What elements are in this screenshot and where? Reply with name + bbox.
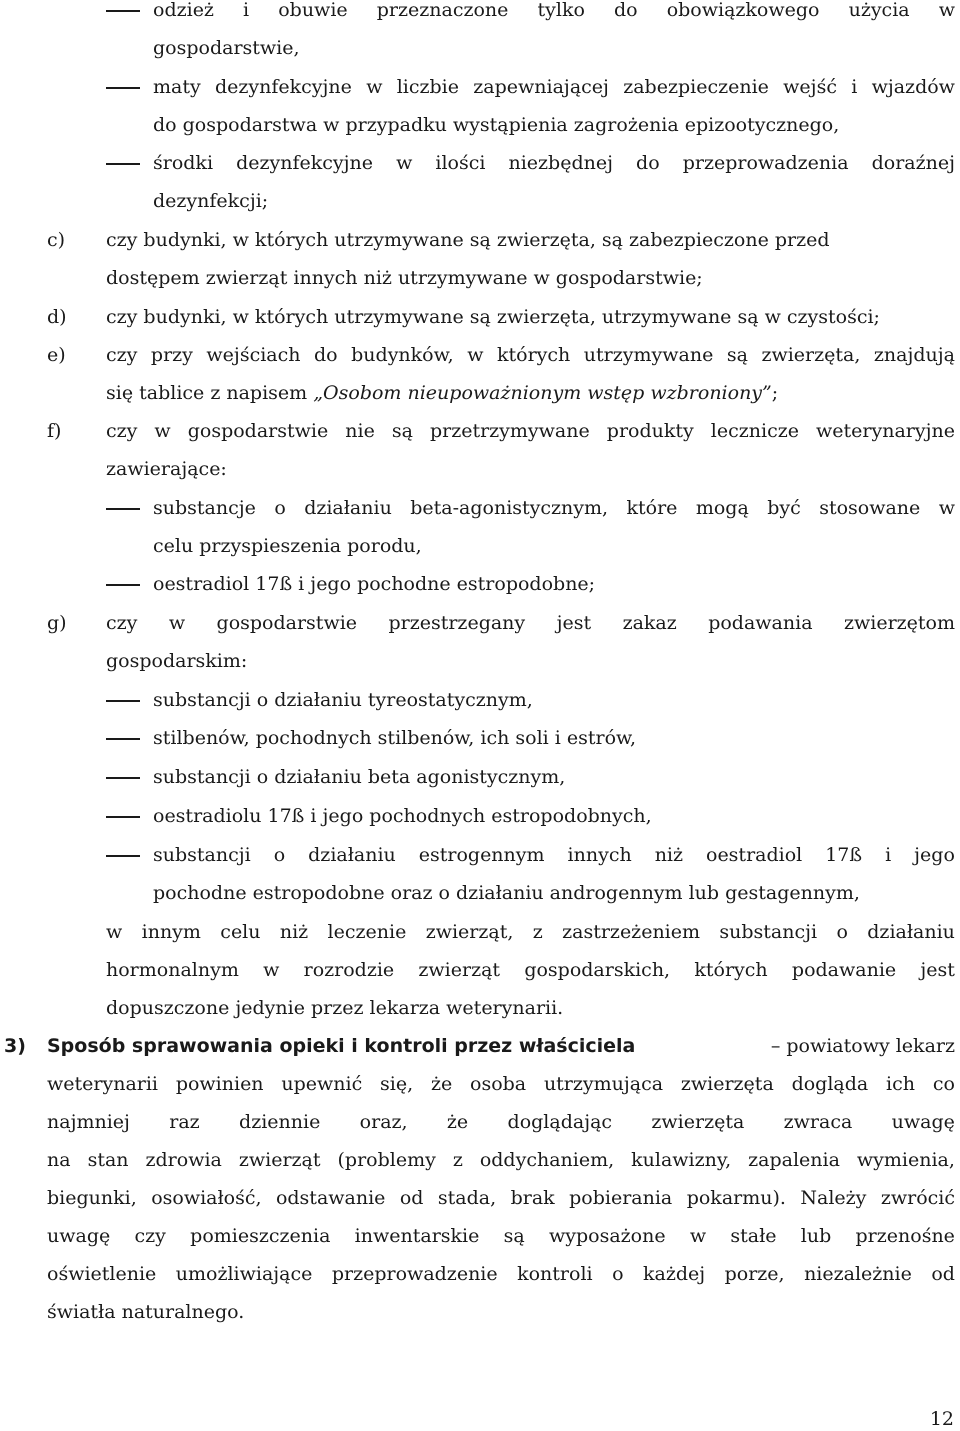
bullet-text: substancji o działaniu estrogennym innych niż oestradiol 17ß i jego	[153, 844, 955, 866]
item-text: czy w gospodarstwie przestrzegany jest zakaz podawania zwierzętom	[106, 612, 955, 634]
item-text: się tablice z napisem „Osobom nieupoważnionym wstęp wzbroniony”;	[106, 382, 779, 404]
bullet-text: substancji o działaniu beta agonistycznym,	[153, 766, 566, 788]
bullet-text: substancje o działaniu beta-agonistycznym, które mogą być stosowane w	[153, 497, 955, 519]
paragraph-text: najmniej raz dziennie oraz, że doglądając zwierzęta zwraca uwagę	[47, 1111, 955, 1133]
bullet-dash	[106, 738, 140, 740]
paragraph-text: dopuszczone jedynie przez lekarza weterynarii.	[106, 997, 564, 1019]
section-heading-line: Sposób sprawowania opieki i kontroli przez właściciela – powiatowy lekarz	[47, 1035, 955, 1057]
paragraph-text: biegunki, osowiałość, odstawanie od stada, brak pobierania pokarmu). Należy zwrócić	[47, 1187, 955, 1209]
item-text: zawierające:	[106, 458, 227, 480]
paragraph-text: oświetlenie umożliwiające przeprowadzenie kontroli o każdej porze, niezależnie od	[47, 1263, 955, 1285]
bullet-text: do gospodarstwa w przypadku wystąpienia zagrożenia epizootycznego,	[153, 114, 840, 136]
paragraph-text: weterynarii powinien upewnić się, że osoba utrzymująca zwierzęta dogląda ich co	[47, 1073, 955, 1095]
bullet-text: pochodne estropodobne oraz o działaniu androgennym lub gestagennym,	[153, 882, 860, 904]
bullet-text: maty dezynfekcyjne w liczbie zapewniającej zabezpieczenie wejść i wjazdów	[153, 76, 955, 98]
bullet-dash	[106, 163, 140, 165]
item-text: czy przy wejściach do budynków, w których utrzymywane są zwierzęta, znajdują	[106, 344, 955, 366]
bullet-dash	[106, 777, 140, 779]
bullet-dash	[106, 584, 140, 586]
paragraph-text: uwagę czy pomieszczenia inwentarskie są wyposażone w stałe lub przenośne	[47, 1225, 955, 1247]
paragraph-text: w innym celu niż leczenie zwierząt, z zastrzeżeniem substancji o działaniu	[106, 921, 955, 943]
paragraph-text: hormonalnym w rozrodzie zwierząt gospodarskich, których podawanie jest	[106, 959, 955, 981]
bullet-dash	[106, 700, 140, 702]
item-label-f: f)	[47, 420, 62, 442]
item-label-e: e)	[47, 344, 66, 366]
item-text: dostępem zwierząt innych niż utrzymywane w gospodarstwie;	[106, 267, 703, 289]
item-text: czy budynki, w których utrzymywane są zwierzęta, są zabezpieczone przed	[106, 229, 830, 251]
item-text: gospodarskim:	[106, 650, 248, 672]
section-number: 3)	[4, 1035, 26, 1057]
item-label-g: g)	[47, 612, 67, 634]
bullet-text: celu przyspieszenia porodu,	[153, 535, 422, 557]
bullet-dash	[106, 816, 140, 818]
item-text: czy w gospodarstwie nie są przetrzymywane produkty lecznicze weterynaryjne	[106, 420, 955, 442]
paragraph-text: światła naturalnego.	[47, 1301, 245, 1323]
bullet-dash	[106, 508, 140, 510]
bullet-text: środki dezynfekcyjne w ilości niezbędnej do przeprowadzenia doraźnej	[153, 152, 955, 174]
bullet-text: stilbenów, pochodnych stilbenów, ich soli i estrów,	[153, 727, 637, 749]
bullet-text: dezynfekcji;	[153, 190, 269, 212]
bullet-dash	[106, 87, 140, 89]
item-text: czy budynki, w których utrzymywane są zwierzęta, utrzymywane są w czystości;	[106, 306, 880, 328]
bullet-text: oestradiolu 17ß i jego pochodnych estropodobnych,	[153, 805, 652, 827]
paragraph-text: na stan zdrowia zwierząt (problemy z oddychaniem, kulawizny, zapalenia wymienia,	[47, 1149, 955, 1171]
bullet-text: substancji o działaniu tyreostatycznym,	[153, 689, 533, 711]
bullet-text: oestradiol 17ß i jego pochodne estropodobne;	[153, 573, 596, 595]
page-number: 12	[929, 1408, 954, 1430]
bullet-dash	[106, 10, 140, 12]
item-label-c: c)	[47, 229, 66, 251]
bullet-dash	[106, 855, 140, 857]
item-label-d: d)	[47, 306, 67, 328]
sign-quote: „Osobom nieupoważnionym wstęp wzbroniony”	[313, 382, 772, 404]
bullet-text: odzież i obuwie przeznaczone tylko do obowiązkowego użycia w	[153, 0, 955, 21]
bullet-text: gospodarstwie,	[153, 37, 300, 59]
section-heading: Sposób sprawowania opieki i kontroli przez właściciela	[47, 1035, 636, 1057]
